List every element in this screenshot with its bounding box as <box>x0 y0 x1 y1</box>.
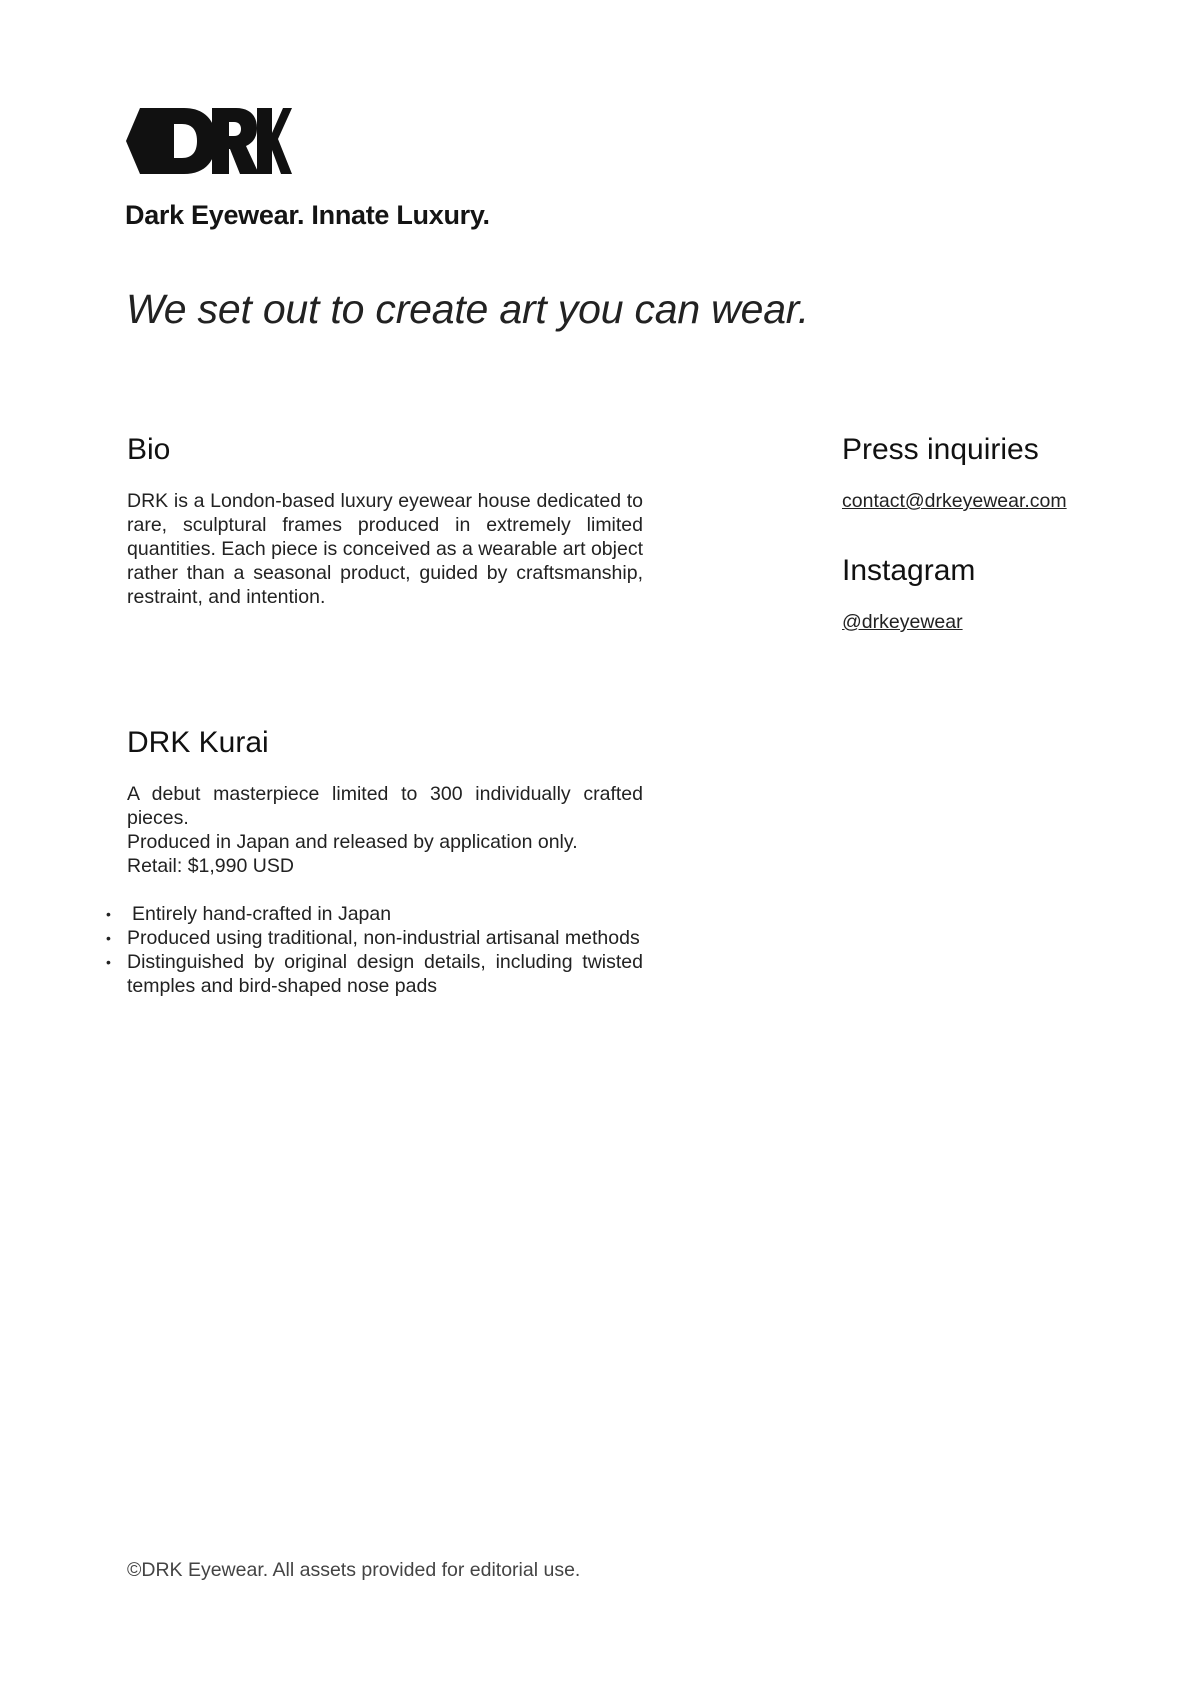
bullet-icon: • <box>106 954 111 970</box>
feature-text: Produced using traditional, non-industrial artisanal methods <box>127 927 640 949</box>
kurai-feature-list <box>106 902 643 998</box>
drk-logo <box>126 108 292 174</box>
footer-copyright: ©DRK Eyewear. All assets provided for editorial use. <box>127 1559 581 1581</box>
kurai-retail: Retail: $1,990 USD <box>127 855 294 877</box>
bullet-icon: • <box>106 906 111 922</box>
kurai-description <box>127 782 643 878</box>
kurai-intro: A debut masterpiece limited to 300 individually crafted pieces. <box>127 783 643 829</box>
kurai-production: Produced in Japan and released by application only. <box>127 831 578 853</box>
drk-logo-mark <box>126 108 292 174</box>
instagram-heading: Instagram <box>842 554 976 587</box>
list-item <box>106 950 643 998</box>
brand-tagline: Dark Eyewear. Innate Luxury. <box>125 200 490 230</box>
press-heading: Press inquiries <box>842 433 1039 466</box>
headline: We set out to create art you can wear. <box>126 286 809 332</box>
feature-text: Entirely hand-crafted in Japan <box>132 903 392 925</box>
bullet-icon: • <box>106 930 111 946</box>
bio-heading: Bio <box>127 433 171 466</box>
kurai-heading: DRK Kurai <box>127 726 269 759</box>
list-item <box>106 926 643 950</box>
instagram-handle-link[interactable]: @drkeyewear <box>842 611 963 633</box>
list-item <box>106 902 643 926</box>
press-email-link[interactable]: contact@drkeyewear.com <box>842 490 1067 512</box>
feature-text: Distinguished by original design details, including twisted temples and bird-shaped nose pads <box>127 951 643 997</box>
bio-text: DRK is a London-based luxury eyewear house dedicated to rare, sculptural frames produced in extremely limited quantities. Each piece is conceived as a wearable art object rather than a seasonal product, guided by craftsmanship, restraint, and intention. <box>127 490 643 608</box>
